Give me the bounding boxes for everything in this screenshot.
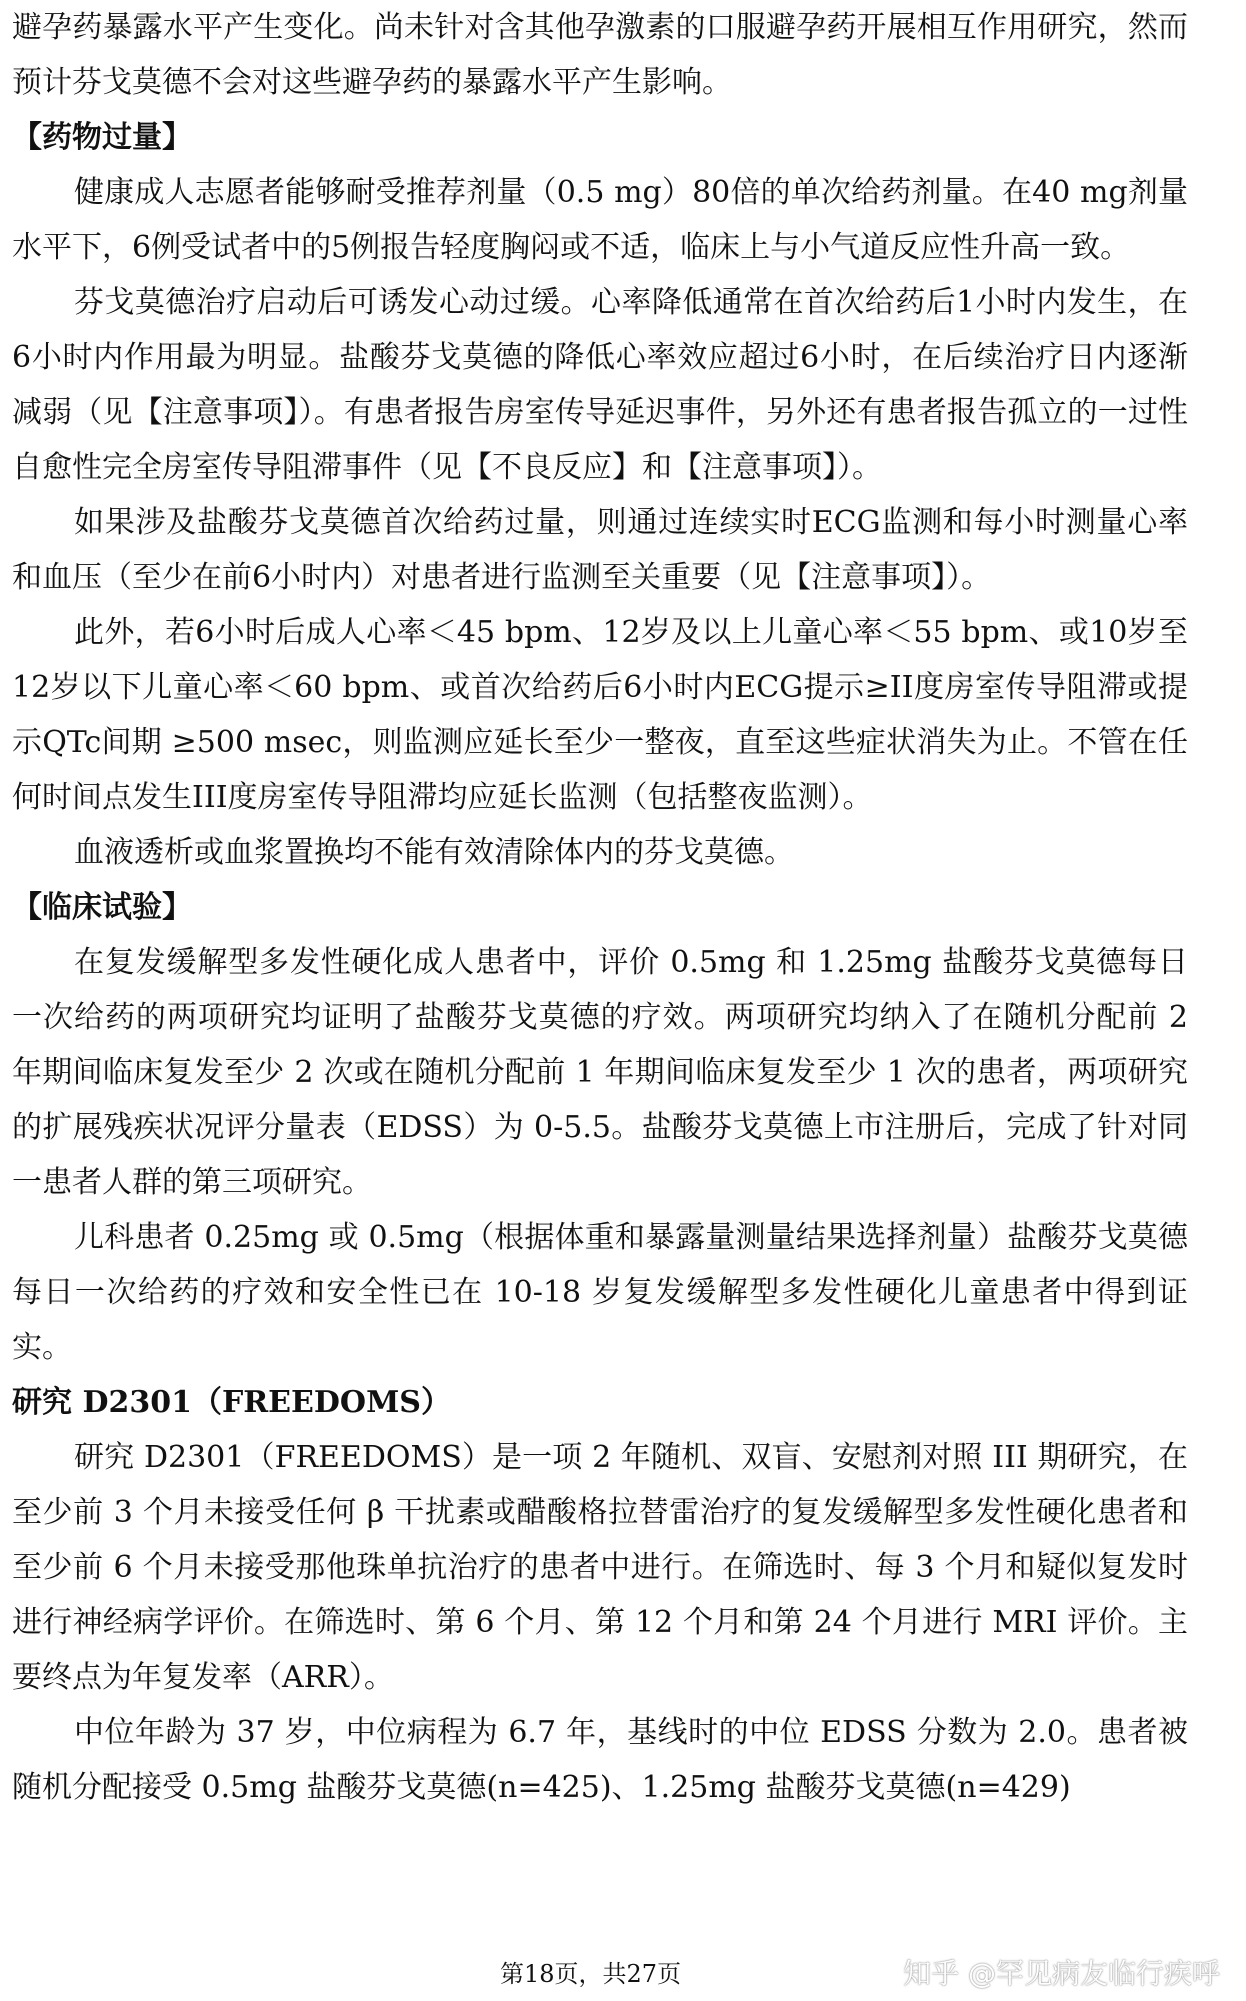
sub-heading-study-d2301: 研究 D2301（FREEDOMS） (12, 1385, 451, 1420)
page-footer (0, 1954, 1246, 1998)
paragraph-extended-monitoring: 此外，若6小时后成人心率＜45 bpm、12岁及以上儿童心率＜55 bpm、或10岁至12岁以下儿童心率＜60 bpm、或首次给药后6小时内ECG提示≥II度房室传导阻滞或提示QTc间期 ≥500 msec，则监测应延长至少一整夜，直至这些症状消失为止。不管在任何时间点发生III度房室传导阻滞均应延长监测（包括整夜监测）。 (12, 615, 1188, 815)
page-number: 第18页，共27页 (500, 1960, 682, 1988)
paragraph-pediatric: 儿科患者 0.25mg 或 0.5mg（根据体重和暴露量测量结果选择剂量）盐酸芬戈莫德每日一次给药的疗效和安全性已在 10-18 岁复发缓解型多发性硬化儿童患者中得到证实。 (12, 1220, 1188, 1365)
paragraph-dialysis: 血液透析或血浆置换均不能有效清除体内的芬戈莫德。 (74, 835, 794, 870)
paragraph-ecg-monitoring: 如果涉及盐酸芬戈莫德首次给药过量，则通过连续实时ECG监测和每小时测量心率和血压（至少在前6小时内）对患者进行监测至关重要（见【注意事项】）。 (12, 505, 1188, 595)
watermark: 知乎 @罕见病友临行疾呼 (903, 1957, 1220, 1990)
paragraph-study-design: 研究 D2301（FREEDOMS）是一项 2 年随机、双盲、安慰剂对照 III 期研究，在至少前 3 个月未接受任何 β 干扰素或醋酸格拉替雷治疗的复发缓解型多发性硬化患者和至少前 6 个月未接受那他珠单抗治疗的患者中进行。在筛选时、每 3 个月和疑似复发时进行神经病学评价。在筛选时、第 6 个月、第 12 个月和第 24 个月进行 MRI 评价。主要终点为年复发率（ARR）。 (12, 1440, 1188, 1695)
section-heading-overdose: 【药物过量】 (12, 120, 192, 155)
paragraph-bradycardia: 芬戈莫德治疗启动后可诱发心动过缓。心率降低通常在首次给药后1小时内发生，在6小时内作用最为明显。盐酸芬戈莫德的降低心率效应超过6小时，在后续治疗日内逐渐减弱（见【注意事项】）。有患者报告房室传导延迟事件，另外还有患者报告孤立的一过性自愈性完全房室传导阻滞事件（见【不良反应】和【注意事项】）。 (12, 285, 1188, 485)
section-heading-clinical-trials: 【临床试验】 (12, 890, 192, 925)
paragraph-contraceptive-interaction: 避孕药暴露水平产生变化。尚未针对含其他孕激素的口服避孕药开展相互作用研究，然而预计芬戈莫德不会对这些避孕药的暴露水平产生影响。 (12, 10, 1188, 100)
paragraph-overdose-tolerance: 健康成人志愿者能够耐受推荐剂量（0.5 mg）80倍的单次给药剂量。在40 mg剂量水平下，6例受试者中的5例报告轻度胸闷或不适，临床上与小气道反应性升高一致。 (12, 175, 1188, 265)
paragraph-adult-studies: 在复发缓解型多发性硬化成人患者中，评价 0.5mg 和 1.25mg 盐酸芬戈莫德每日一次给药的两项研究均证明了盐酸芬戈莫德的疗效。两项研究均纳入了在随机分配前 2 年期间临床复发至少 2 次或在随机分配前 1 年期间临床复发至少 1 次的患者，两项研究的扩展残疾状况评分量表（EDSS）为 0-5.5。盐酸芬戈莫德上市注册后，完成了针对同一患者人群的第三项研究。 (12, 945, 1188, 1200)
document-page (12, 0, 1188, 1815)
paragraph-baseline: 中位年龄为 37 岁，中位病程为 6.7 年，基线时的中位 EDSS 分数为 2.0。患者被随机分配接受 0.5mg 盐酸芬戈莫德(n=425)、1.25mg 盐酸芬戈莫德(n=429) (12, 1715, 1188, 1805)
